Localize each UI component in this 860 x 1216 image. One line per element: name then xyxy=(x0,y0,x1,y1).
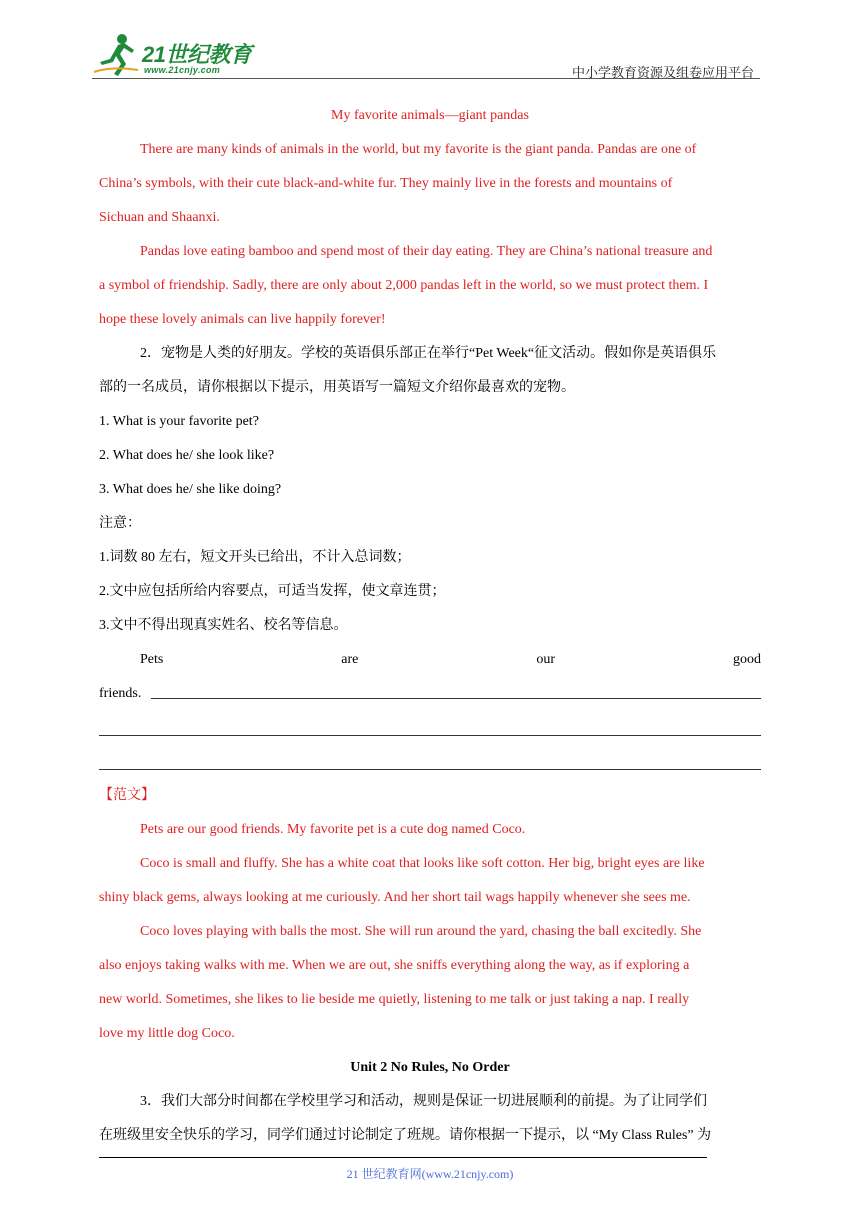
writing-line xyxy=(99,711,761,745)
question-2-intro: 部的一名成员，请你根据以下提示，用英语写一篇短文介绍你最喜欢的宠物。 xyxy=(99,380,575,395)
sample-line: love my little dog Coco. xyxy=(99,1026,235,1041)
start-word: friends. xyxy=(99,686,142,701)
sample-line: shiny black gems, always looking at me curiously. And her short tail wags happily whenever she sees me. xyxy=(99,890,691,905)
essay-line: There are many kinds of animals in the world, but my favorite is the giant panda. Pandas are one of xyxy=(140,142,697,157)
page-header xyxy=(92,30,760,80)
answer-blank[interactable] xyxy=(151,698,761,699)
logo-url: www.21cnjy.com xyxy=(144,65,221,75)
prompt-item: 3. What does he/ she like doing? xyxy=(99,482,282,497)
answer-blank[interactable] xyxy=(99,735,761,736)
start-word: our xyxy=(536,652,556,667)
footer-divider xyxy=(99,1157,707,1158)
essay-line: Sichuan and Shaanxi. xyxy=(99,210,220,225)
start-word: good xyxy=(732,652,761,667)
sample-line: Coco loves playing with balls the most. She will run around the yard, chasing the ball excitedly. She xyxy=(140,924,702,939)
logo-name: 21世纪教育 xyxy=(142,42,252,67)
answer-blank[interactable] xyxy=(99,769,761,770)
logo xyxy=(92,30,262,78)
essay-line: China’s symbols, with their cute black-and-white fur. They mainly live in the forests and mountains of xyxy=(99,176,673,191)
essay-line: Pandas love eating bamboo and spend most of their day eating. They are China’s national treasure and xyxy=(140,244,713,259)
sample-label: 【范文】 xyxy=(99,788,155,803)
notes-label: 注意： xyxy=(99,516,141,531)
page-content xyxy=(99,99,761,1153)
runner-logo-icon xyxy=(92,32,142,78)
essay-start-line xyxy=(99,643,761,677)
note-item: 1.词数 80 左右，短文开头已给出，不计入总词数； xyxy=(99,550,411,565)
sample-line: new world. Sometimes, she likes to lie beside me quietly, listening to me talk or just taking a nap. I really xyxy=(99,992,690,1007)
platform-name: 中小学教育资源及组卷应用平台 xyxy=(571,65,754,80)
sample-line: also enjoys taking walks with me. When we are out, she sniffs everything along the way, as if exploring a xyxy=(99,958,690,973)
question-2-intro: 2．宠物是人类的好朋友。学校的英语俱乐部正在举行“Pet Week“征文活动。假如你是英语俱乐 xyxy=(140,346,717,361)
prompt-item: 2. What does he/ she look like? xyxy=(99,448,275,463)
writing-line xyxy=(99,745,761,779)
page-footer: 21 世纪教育网(www.21cnjy.com) xyxy=(346,1167,514,1181)
essay-line: a symbol of friendship. Sadly, there are only about 2,000 pandas left in the world, so we must protect them. I xyxy=(99,278,709,293)
unit-heading: Unit 2 No Rules, No Order xyxy=(350,1060,510,1075)
sample-line: Pets are our good friends. My favorite pet is a cute dog named Coco. xyxy=(140,822,526,837)
note-item: 3.文中不得出现真实姓名、校名等信息。 xyxy=(99,618,348,633)
start-word: Pets xyxy=(140,652,164,667)
essay-line: hope these lovely animals can live happily forever! xyxy=(99,312,386,327)
note-item: 2.文中应包括所给内容要点，可适当发挥，使文章连贯； xyxy=(99,584,446,599)
prompt-item: 1. What is your favorite pet? xyxy=(99,414,259,429)
sample-line: Coco is small and fluffy. She has a white coat that looks like soft cotton. Her big, bright eyes are like xyxy=(140,856,705,871)
header-divider xyxy=(92,78,760,79)
start-word: are xyxy=(341,652,359,667)
question-3-intro: 在班级里安全快乐的学习，同学们通过讨论制定了班规。请你根据一下提示，以 “My Class Rules” 为 xyxy=(99,1128,712,1143)
question-3-intro: 3．我们大部分时间都在学校里学习和活动，规则是保证一切进展顺利的前提。为了让同学们 xyxy=(140,1094,707,1109)
writing-line xyxy=(99,677,761,711)
essay-title: My favorite animals—giant pandas xyxy=(331,108,529,123)
